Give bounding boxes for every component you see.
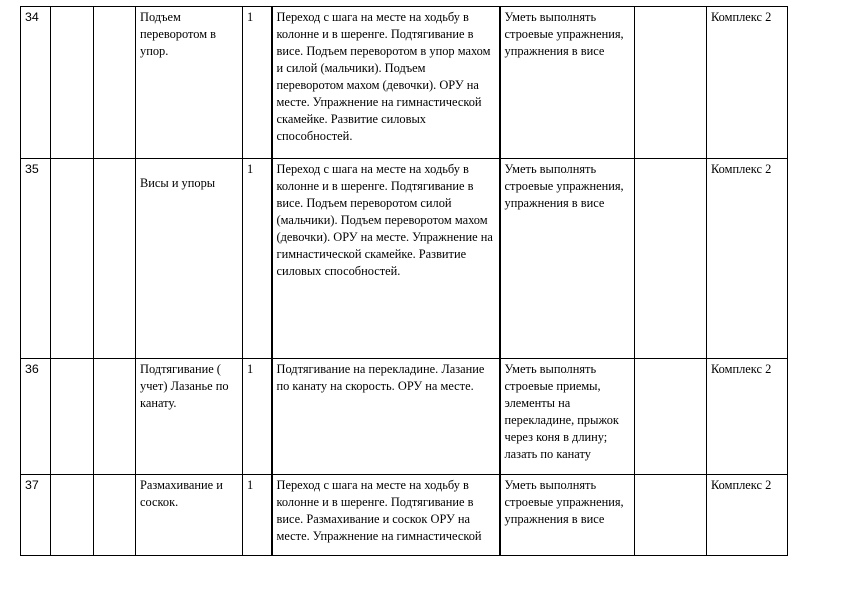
plan-date-cell bbox=[51, 359, 94, 475]
fact-date-cell bbox=[94, 359, 136, 475]
fact-date-cell bbox=[94, 7, 136, 159]
table-row bbox=[21, 7, 788, 159]
lesson-topic: Подъем переворотом в упор. bbox=[136, 7, 243, 159]
lesson-topic: Подтягивание ( учет) Лазанье по канату. bbox=[136, 359, 243, 475]
lesson-content: Переход с шага на месте на ходьбу в колонне и в шеренге. Подтягивание в висе. Подъем переворотом в упор махом и силой (мальчики). Подъем переворотом махом (девочки). ОРУ на месте. Упражнение на гимнастической скамейке. Развитие силовых способностей. bbox=[272, 7, 500, 159]
empty-cell bbox=[635, 475, 707, 556]
lesson-number: 35 bbox=[21, 159, 51, 359]
plan-date-cell bbox=[51, 7, 94, 159]
table-row bbox=[21, 475, 788, 556]
lesson-homework: Комплекс 2 bbox=[707, 7, 788, 159]
lesson-number: 34 bbox=[21, 7, 51, 159]
lesson-content: Переход с шага на месте на ходьбу в колонне и в шеренге. Подтягивание в висе. Размахивание и соскок ОРУ на месте. Упражнение на гимнастической bbox=[272, 475, 500, 556]
empty-cell bbox=[635, 7, 707, 159]
table-row bbox=[21, 359, 788, 475]
lesson-homework: Комплекс 2 bbox=[707, 159, 788, 359]
lesson-topic-text: Висы и упоры bbox=[140, 176, 216, 190]
lesson-requirements: Уметь выполнять строевые упражнения, упражнения в висе bbox=[500, 159, 635, 359]
lesson-content: Подтягивание на перекладине. Лазание по канату на скорость. ОРУ на месте. bbox=[272, 359, 500, 475]
lesson-content: Переход с шага на месте на ходьбу в колонне и в шеренге. Подтягивание в висе. Подъем переворотом силой (мальчики). Подъем переворотом махом (девочки). ОРУ на месте. Упражнение на гимнастической скамейке. Развитие силовых способностей. bbox=[272, 159, 500, 359]
lesson-requirements: Уметь выполнять строевые упражнения, упражнения в висе bbox=[500, 7, 635, 159]
lesson-plan-table bbox=[20, 6, 788, 556]
lesson-hours: 1 bbox=[243, 475, 272, 556]
fact-date-cell bbox=[94, 475, 136, 556]
empty-cell bbox=[635, 359, 707, 475]
empty-cell bbox=[635, 159, 707, 359]
lesson-number: 36 bbox=[21, 359, 51, 475]
lesson-homework: Комплекс 2 bbox=[707, 475, 788, 556]
lesson-topic: Размахивание и соскок. bbox=[136, 475, 243, 556]
lesson-homework: Комплекс 2 bbox=[707, 359, 788, 475]
lesson-hours: 1 bbox=[243, 159, 272, 359]
plan-date-cell bbox=[51, 159, 94, 359]
lesson-requirements: Уметь выполнять строевые приемы, элементы на перекладине, прыжок через коня в длину; лазать по канату bbox=[500, 359, 635, 475]
lesson-hours: 1 bbox=[243, 7, 272, 159]
fact-date-cell bbox=[94, 159, 136, 359]
lesson-hours: 1 bbox=[243, 359, 272, 475]
lesson-topic bbox=[136, 159, 243, 359]
lesson-number: 37 bbox=[21, 475, 51, 556]
table-row bbox=[21, 159, 788, 359]
plan-date-cell bbox=[51, 475, 94, 556]
lesson-requirements: Уметь выполнять строевые упражнения, упражнения в висе bbox=[500, 475, 635, 556]
